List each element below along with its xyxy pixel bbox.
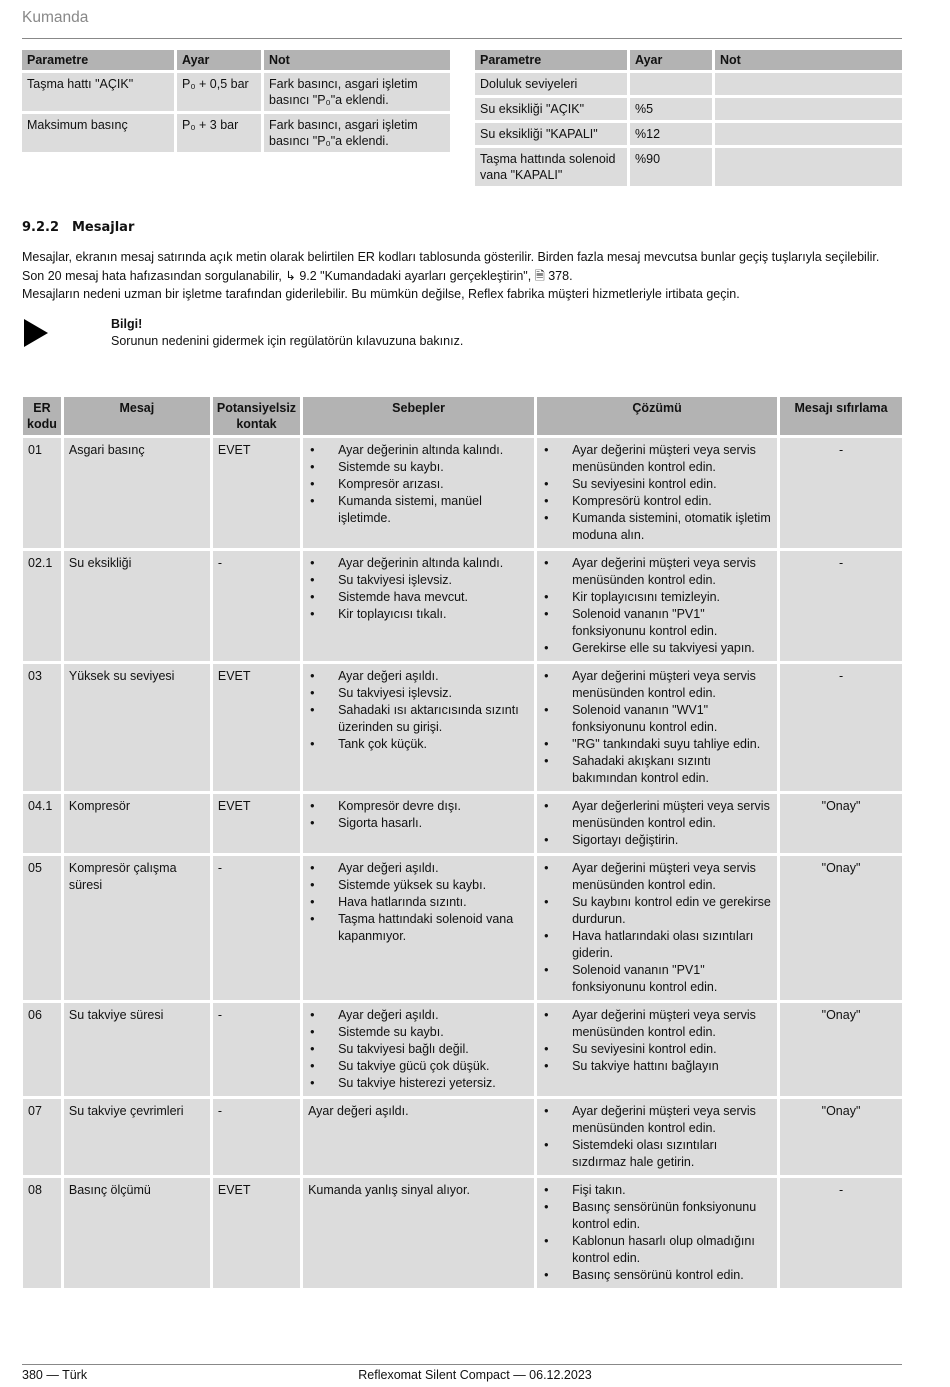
table-cell: [630, 73, 712, 95]
list-item: • Su kaybını kontrol edin ve gerekirse durdurun.: [542, 894, 772, 928]
column-header: Not: [715, 50, 902, 70]
table-cell: %12: [630, 123, 712, 145]
list-item: • Sistemde hava mevcut.: [308, 589, 529, 606]
list-item: • Basınç sensörünün fonksiyonunu kontrol edin.: [542, 1199, 772, 1233]
parameter-table-left: [19, 47, 453, 155]
column-header: Çözümü: [537, 397, 777, 435]
column-header: Parametre: [22, 50, 174, 70]
list-item: • Su takviye histerezi yetersiz.: [308, 1075, 529, 1092]
list-item: • Su takviyesi bağlı değil.: [308, 1041, 529, 1058]
er-solutions: [537, 1003, 777, 1096]
list-item: • Ayar değeri aşıldı.: [308, 668, 529, 685]
er-message: Kompresör: [64, 794, 210, 853]
er-contact: -: [213, 1003, 300, 1096]
info-note: [111, 316, 463, 350]
table-row: [22, 114, 450, 152]
list-item: • Ayar değerlerini müşteri veya servis menüsünden kontrol edin.: [542, 798, 772, 832]
info-arrow-icon: [24, 319, 48, 347]
er-reset: -: [780, 551, 902, 661]
list-item: • Sistemdeki olası sızıntıları sızdırmaz hale getirin.: [542, 1137, 772, 1171]
er-message: Su takviye süresi: [64, 1003, 210, 1096]
table-cell: Doluluk seviyeleri: [475, 73, 627, 95]
list-item: • Sahadaki ısı aktarıcısında sızıntı üzerinden su girişi.: [308, 702, 529, 736]
er-reset: "Onay": [780, 856, 902, 1000]
er-code: 06: [23, 1003, 61, 1096]
error-code-table: [20, 394, 905, 1291]
list-item: • Ayar değerini müşteri veya servis menüsünden kontrol edin.: [542, 1007, 772, 1041]
header-divider: [22, 38, 902, 39]
list-item: • Su takviyesi işlevsiz.: [308, 685, 529, 702]
column-header: Mesaj: [64, 397, 210, 435]
column-header: ER kodu: [23, 397, 61, 435]
list-item: • Ayar değerinin altında kalındı.: [308, 442, 529, 459]
list-item: • Ayar değerini müşteri veya servis menüsünden kontrol edin.: [542, 555, 772, 589]
list-item: • Su seviyesini kontrol edin.: [542, 1041, 772, 1058]
list-item: • "RG" tankındaki suyu tahliye edin.: [542, 736, 772, 753]
table-cell: Maksimum basınç: [22, 114, 174, 152]
page-header-title: Kumanda: [22, 9, 89, 26]
er-solutions: [537, 664, 777, 791]
table-row: [475, 123, 902, 145]
list-item: • Ayar değerini müşteri veya servis menüsünden kontrol edin.: [542, 1103, 772, 1137]
er-contact: EVET: [213, 794, 300, 853]
list-item: • Solenoid vananın "PV1" fonksiyonunu kontrol edin.: [542, 962, 772, 996]
er-causes: [303, 1003, 534, 1096]
list-item: • Ayar değeri aşıldı.: [308, 1007, 529, 1024]
list-item: • Ayar değerinin altında kalındı.: [308, 555, 529, 572]
er-code: 05: [23, 856, 61, 1000]
er-solutions: [537, 794, 777, 853]
er-message: Su eksikliği: [64, 551, 210, 661]
column-header: Ayar: [177, 50, 261, 70]
er-message: Asgari basınç: [64, 438, 210, 548]
er-solutions: [537, 438, 777, 548]
er-reset: "Onay": [780, 1003, 902, 1096]
document-title: Reflexomat Silent Compact — 06.12.2023: [358, 1368, 592, 1382]
table-row: [475, 148, 902, 186]
er-causes: [303, 664, 534, 791]
list-item: • Sigorta hasarlı.: [308, 815, 529, 832]
list-item: • Ayar değeri aşıldı.: [308, 860, 529, 877]
table-cell: Taşma hattında solenoid vana "KAPALI": [475, 148, 627, 186]
table-cell: Fark basıncı, asgari işletim basıncı "P₀"a eklendi.: [264, 73, 450, 111]
list-item: • Sigortayı değiştirin.: [542, 832, 772, 849]
section-title: Mesajlar: [72, 220, 135, 235]
table-cell: %5: [630, 98, 712, 120]
er-code: 03: [23, 664, 61, 791]
er-solutions: [537, 1099, 777, 1175]
er-message: Basınç ölçümü: [64, 1178, 210, 1288]
list-item: • Hava hatlarındaki olası sızıntıları giderin.: [542, 928, 772, 962]
table-row: [22, 73, 450, 111]
er-contact: -: [213, 551, 300, 661]
list-item: • Ayar değerini müşteri veya servis menüsünden kontrol edin.: [542, 668, 772, 702]
list-item: • Kumanda sistemini, otomatik işletim moduna alın.: [542, 510, 772, 544]
list-item: • Solenoid vananın "WV1" fonksiyonunu kontrol edin.: [542, 702, 772, 736]
column-header: Potansiyelsiz kontak: [213, 397, 300, 435]
list-item: • Fişi takın.: [542, 1182, 772, 1199]
page-number: 380 — Türk: [22, 1368, 88, 1382]
table-cell: [715, 98, 902, 120]
list-item: • Kablonun hasarlı olup olmadığını kontrol edin.: [542, 1233, 772, 1267]
er-message: Yüksek su seviyesi: [64, 664, 210, 791]
table-cell: [715, 123, 902, 145]
table-cell: P₀ + 3 bar: [177, 114, 261, 152]
table-row: [23, 664, 902, 791]
info-text: Sorunun nedenini gidermek için regülatörün kılavuzuna bakınız.: [111, 334, 464, 348]
er-message: Kompresör çalışma süresi: [64, 856, 210, 1000]
er-contact: EVET: [213, 664, 300, 791]
list-item: • Sistemde yüksek su kaybı.: [308, 877, 529, 894]
table-row: [23, 1003, 902, 1096]
table-row: [23, 551, 902, 661]
column-header: Not: [264, 50, 450, 70]
table-cell: Su eksikliği "AÇIK": [475, 98, 627, 120]
list-item: • Kir toplayıcısını temizleyin.: [542, 589, 772, 606]
list-item: • Ayar değerini müşteri veya servis menüsünden kontrol edin.: [542, 442, 772, 476]
table-row: [475, 98, 902, 120]
er-reset: -: [780, 438, 902, 548]
paragraph: Mesajların nedeni uzman bir işletme tarafından giderilebilir. Bu mümkün değilse, Reflex fabrika müşteri hizmetleriyle irtibata geçin.: [22, 287, 740, 301]
list-item: • Su takviyesi işlevsiz.: [308, 572, 529, 589]
list-item: • Basınç sensörünü kontrol edin.: [542, 1267, 772, 1284]
list-item: • Taşma hattındaki solenoid vana kapanmıyor.: [308, 911, 529, 945]
table-row: [23, 1178, 902, 1288]
list-item: • Kompresör devre dışı.: [308, 798, 529, 815]
er-reset: -: [780, 1178, 902, 1288]
list-item: • Ayar değerini müşteri veya servis menüsünden kontrol edin.: [542, 860, 772, 894]
er-solutions: [537, 856, 777, 1000]
paragraph: Son 20 mesaj hata hafızasından sorgulanabilir, ↳ 9.2 "Kumandadaki ayarları gerçekleştirin", 🗎 378.: [22, 268, 573, 283]
er-causes: Ayar değeri aşıldı.: [303, 1099, 534, 1175]
column-header: Sebepler: [303, 397, 534, 435]
er-causes: [303, 856, 534, 1000]
er-code: 01: [23, 438, 61, 548]
list-item: • Kumanda sistemi, manüel işletimde.: [308, 493, 529, 527]
list-item: • Su takviye gücü çok düşük.: [308, 1058, 529, 1075]
er-contact: -: [213, 1099, 300, 1175]
er-code: 04.1: [23, 794, 61, 853]
table-cell: [715, 148, 902, 186]
parameter-table-right: [472, 47, 905, 189]
column-header: Parametre: [475, 50, 627, 70]
footer-divider: [22, 1364, 902, 1365]
list-item: • Sistemde su kaybı.: [308, 459, 529, 476]
table-row: [23, 794, 902, 853]
er-reset: "Onay": [780, 794, 902, 853]
table-cell: Fark basıncı, asgari işletim basıncı "P₀"a eklendi.: [264, 114, 450, 152]
er-causes: [303, 551, 534, 661]
list-item: • Sistemde su kaybı.: [308, 1024, 529, 1041]
list-item: • Gerekirse elle su takviyesi yapın.: [542, 640, 772, 657]
er-causes: [303, 438, 534, 548]
table-cell: P₀ + 0,5 bar: [177, 73, 261, 111]
list-item: • Kompresörü kontrol edin.: [542, 493, 772, 510]
er-contact: -: [213, 856, 300, 1000]
er-causes: [303, 794, 534, 853]
list-item: • Kompresör arızası.: [308, 476, 529, 493]
er-contact: EVET: [213, 438, 300, 548]
er-code: 02.1: [23, 551, 61, 661]
column-header: Ayar: [630, 50, 712, 70]
list-item: • Su seviyesini kontrol edin.: [542, 476, 772, 493]
list-item: • Solenoid vananın "PV1" fonksiyonunu kontrol edin.: [542, 606, 772, 640]
paragraph: Mesajlar, ekranın mesaj satırında açık metin olarak belirtilen ER kodları tablosunda gösterilir. Birden fazla mesaj mevcutsa bunlar geçiş tuşlarıyla seçilebilir.: [22, 250, 880, 264]
section-heading: [22, 220, 134, 235]
er-message: Su takviye çevrimleri: [64, 1099, 210, 1175]
table-cell: Taşma hattı "AÇIK": [22, 73, 174, 111]
table-row: [23, 1099, 902, 1175]
table-cell: %90: [630, 148, 712, 186]
er-reset: "Onay": [780, 1099, 902, 1175]
er-contact: EVET: [213, 1178, 300, 1288]
table-row: [23, 856, 902, 1000]
table-row: [475, 73, 902, 95]
table-row: [23, 438, 902, 548]
list-item: • Hava hatlarında sızıntı.: [308, 894, 529, 911]
column-header: Mesajı sıfırlama: [780, 397, 902, 435]
list-item: • Sahadaki akışkanı sızıntı bakımından kontrol edin.: [542, 753, 772, 787]
er-reset: -: [780, 664, 902, 791]
er-solutions: [537, 1178, 777, 1288]
table-cell: [715, 73, 902, 95]
er-code: 08: [23, 1178, 61, 1288]
table-cell: Su eksikliği "KAPALI": [475, 123, 627, 145]
er-causes: Kumanda yanlış sinyal alıyor.: [303, 1178, 534, 1288]
er-code: 07: [23, 1099, 61, 1175]
er-solutions: [537, 551, 777, 661]
list-item: • Kir toplayıcısı tıkalı.: [308, 606, 529, 623]
section-number: 9.2.2: [22, 220, 60, 235]
list-item: • Tank çok küçük.: [308, 736, 529, 753]
intro-text: [22, 248, 922, 304]
list-item: • Su takviye hattını bağlayın: [542, 1058, 772, 1075]
info-title: Bilgi!: [111, 317, 143, 331]
